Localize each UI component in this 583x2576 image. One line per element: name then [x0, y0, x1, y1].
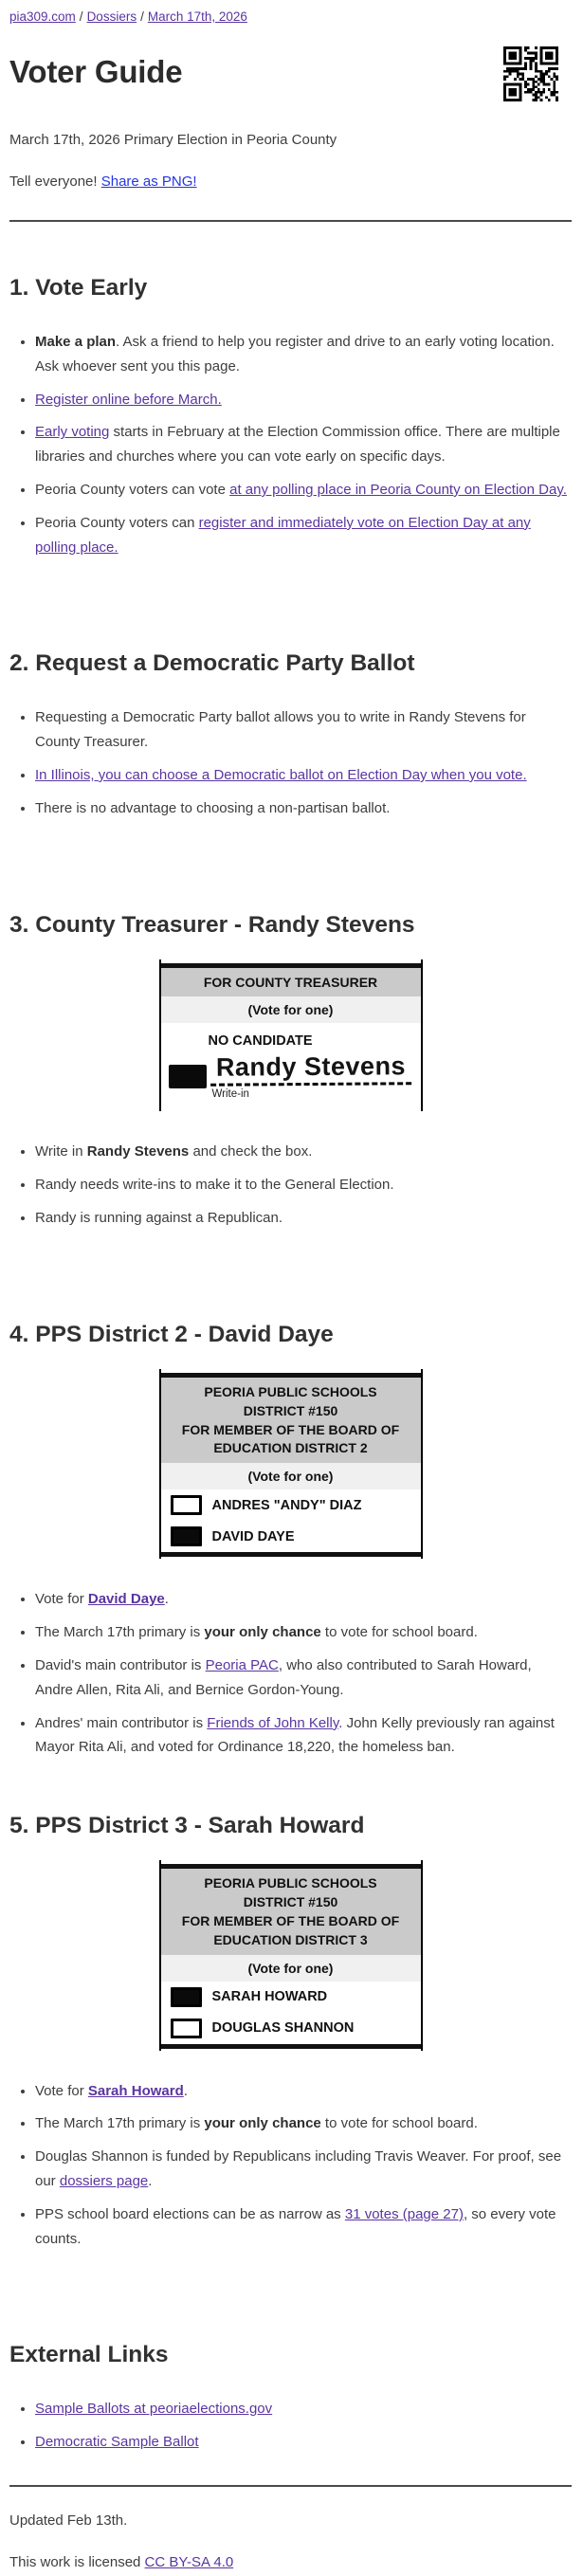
list-item [35, 388, 572, 412]
list-item [35, 796, 572, 821]
breadcrumb-link-date[interactable]: March 17th, 2026 [147, 9, 247, 24]
early-voting-link[interactable]: Early voting [35, 424, 110, 441]
text: , who also contributed to Sarah Howard, Andre Allen, Rita Ali, and Bernice Gordon-Young. [35, 1656, 532, 1698]
text: Requesting a Democratic Party ballot allows you to write in Randy Stevens for County Treasurer. [35, 709, 526, 751]
31-votes-link[interactable]: 31 votes (page 27) [344, 2205, 464, 2222]
list-item [35, 705, 572, 755]
candidate-name: DAVID DAYE [211, 1528, 295, 1544]
sarah-howard-link[interactable]: Sarah Howard [87, 2082, 184, 2099]
text: Write in [35, 1143, 87, 1160]
share-prefix: Tell everyone! [9, 174, 101, 190]
list-item [35, 1620, 572, 1645]
candidate-row [161, 1521, 421, 1552]
list-item [35, 1587, 572, 1612]
democratic-sample-ballot-link[interactable]: Democratic Sample Ballot [35, 2434, 199, 2451]
list-item [35, 1140, 572, 1164]
list-item [35, 2145, 572, 2194]
header-line: EDUCATION DISTRICT 3 [213, 1931, 368, 1947]
text: This work is licensed [9, 2553, 145, 2570]
list-item [35, 2111, 572, 2136]
section-request-ballot [9, 650, 572, 820]
candidate-row [161, 1982, 421, 2013]
bullet-list [9, 330, 572, 559]
register-online-link[interactable]: Register online before March. [35, 391, 222, 408]
text: , so every vote counts. [35, 2205, 556, 2247]
text: . John Kelly previously ran against Mayor Rita Ali, and voted for Ordinance 18,220, the homeless ban. [35, 1714, 555, 1756]
any-polling-place-link[interactable]: at any polling place in Peoria County on Election Day. [229, 481, 567, 498]
section-vote-early [9, 275, 572, 559]
checked-checkbox [171, 1526, 202, 1546]
page-subtitle: March 17th, 2026 Primary Election in Peoria County [9, 132, 337, 148]
ballot-pps-district-2 [159, 1369, 423, 1560]
list-item [35, 1653, 572, 1703]
checked-checkbox [169, 1065, 207, 1088]
header-line: EDUCATION DISTRICT 2 [213, 1440, 368, 1456]
page-footer [9, 2485, 572, 2570]
list-item [35, 2430, 572, 2455]
checked-checkbox [171, 1987, 202, 2007]
candidate-name: SARAH HOWARD [211, 1989, 328, 2005]
candidate-row [161, 2013, 421, 2044]
candidate-name: DOUGLAS SHANNON [211, 2020, 355, 2037]
bold-text: Randy Stevens [86, 1143, 190, 1160]
share-line [9, 174, 572, 190]
write-in-label: Write-in [211, 1088, 249, 1101]
section-external-links [9, 2342, 572, 2455]
david-daye-link[interactable]: David Daye [87, 1591, 165, 1608]
text: There is no advantage to choosing a non-partisan ballot. [35, 799, 391, 816]
share-as-png-link[interactable]: Share as PNG! [100, 174, 197, 190]
list-item [35, 1711, 572, 1761]
header-line: FOR MEMBER OF THE BOARD OF [181, 1421, 400, 1437]
dossiers-page-link[interactable]: dossiers page [59, 2173, 149, 2189]
list-item [35, 1206, 572, 1231]
list-item [35, 2397, 572, 2421]
ballot-bottom-gap [161, 1100, 421, 1111]
bold-text: your only chance [204, 1624, 321, 1641]
section-heading: 3. County Treasurer - Randy Stevens [9, 911, 415, 938]
unchecked-checkbox [171, 2019, 202, 2038]
text: Douglas Shannon is funded by Republicans including Travis Weaver. For proof, see our [35, 2148, 562, 2189]
header-line: PEORIA PUBLIC SCHOOLS [204, 1875, 377, 1891]
text: Randy is running against a Republican. [35, 1210, 282, 1227]
text: to vote for school board. [320, 2115, 478, 2132]
text: Randy needs write-ins to make it to the General Election. [35, 1177, 394, 1194]
bullet-list [9, 1587, 572, 1760]
ballot-office-header: FOR COUNTY TREASURER [161, 968, 421, 997]
friends-of-john-kelly-link[interactable]: Friends of John Kelly [207, 1714, 339, 1731]
choose-democratic-ballot-link[interactable]: In Illinois, you can choose a Democratic ballot on Election Day when you vote. [35, 766, 527, 783]
page-title: Voter Guide [9, 54, 183, 89]
header-line: DISTRICT #150 [243, 1893, 338, 1909]
ballot-pps-district-3 [159, 1860, 423, 2051]
write-in-area [210, 1052, 411, 1100]
breadcrumb-separator: / [79, 9, 83, 24]
breadcrumb-link-home[interactable]: pia309.com [9, 9, 76, 24]
text: Peoria County voters can [35, 514, 199, 531]
text: Vote for [35, 1591, 88, 1608]
license-line [9, 2554, 572, 2570]
bullet-list [9, 2079, 572, 2252]
section-county-treasurer [9, 912, 572, 1231]
header-line: FOR MEMBER OF THE BOARD OF [181, 1912, 400, 1928]
ballot-bottom-rule [161, 1552, 421, 1559]
list-item [35, 478, 572, 502]
ballot-vote-for-one: (Vote for one) [161, 996, 421, 1023]
text: and check the box. [189, 1143, 313, 1160]
text: PPS school board elections can be as narrow as [35, 2205, 345, 2222]
header-line: PEORIA PUBLIC SCHOOLS [204, 1383, 377, 1399]
text: starts in February at the Election Commission office. There are multiple libraries and churches where you can vote early on specific days. [35, 424, 560, 466]
bold-text: your only chance [204, 2115, 321, 2132]
section-heading: External Links [9, 2342, 169, 2368]
write-in-name: Randy Stevens [210, 1052, 410, 1087]
ballot-top-rule [161, 1860, 421, 1869]
text: The March 17th primary is [35, 2115, 205, 2132]
qr-code-icon [503, 46, 558, 101]
register-and-vote-link[interactable]: register and immediately vote on Election Day at any polling place. [35, 514, 531, 556]
divider [9, 2485, 572, 2487]
title-row [9, 45, 572, 101]
header-line: DISTRICT #150 [243, 1402, 338, 1418]
sample-ballots-link[interactable]: Sample Ballots at peoriaelections.gov [35, 2401, 273, 2418]
breadcrumb [9, 9, 572, 24]
section-pps-district-2 [9, 1322, 572, 1760]
updated-text: Updated Feb 13th. [9, 2512, 128, 2529]
section-heading: 2. Request a Democratic Party Ballot [9, 650, 415, 677]
text: The March 17th primary is [35, 1624, 205, 1641]
bold-text: Make a plan [35, 334, 117, 350]
text: . Ask a friend to help you register and drive to an early voting location. Ask whoever sent you this page. [35, 334, 555, 375]
text: . [183, 2082, 188, 2099]
candidate-row [161, 1489, 421, 1521]
section-heading: 1. Vote Early [9, 275, 148, 301]
ballot-no-candidate: NO CANDIDATE [208, 1033, 313, 1050]
list-item [35, 2202, 572, 2252]
ballot-write-in-row [161, 1050, 421, 1100]
list-item [35, 511, 572, 560]
bullet-list [9, 2397, 572, 2455]
text: Peoria County voters can vote [35, 481, 230, 498]
cc-by-sa-link[interactable]: CC BY-SA 4.0 [144, 2553, 234, 2570]
candidate-name: ANDRES "ANDY" DIAZ [211, 1497, 362, 1513]
section-pps-district-3 [9, 1813, 572, 2251]
list-item [35, 330, 572, 379]
ballot-top-rule [161, 1369, 421, 1378]
breadcrumb-link-dossiers[interactable]: Dossiers [86, 9, 137, 24]
ballot-county-treasurer [159, 959, 423, 1112]
ballot-bottom-rule [161, 2044, 421, 2051]
text: Andres' main contributor is [35, 1714, 208, 1731]
list-item [35, 2079, 572, 2104]
divider [9, 220, 572, 222]
breadcrumb-separator: / [140, 9, 144, 24]
text: Vote for [35, 2082, 88, 2099]
ballot-office-header [161, 1378, 421, 1464]
text: to vote for school board. [320, 1624, 478, 1641]
unchecked-checkbox [171, 1495, 202, 1515]
list-item [35, 1173, 572, 1197]
list-item [35, 420, 572, 469]
section-heading: 5. PPS District 3 - Sarah Howard [9, 1813, 365, 1839]
list-item [35, 763, 572, 788]
ballot-vote-for-one: (Vote for one) [161, 1955, 421, 1982]
ballot-office-header [161, 1869, 421, 1955]
text: . [164, 1591, 169, 1608]
section-heading: 4. PPS District 2 - David Daye [9, 1321, 334, 1347]
bullet-list [9, 1140, 572, 1230]
text: David's main contributor is [35, 1656, 206, 1673]
peoria-pac-link[interactable]: Peoria PAC [205, 1656, 279, 1673]
ballot-top-rule [161, 959, 421, 968]
ballot-vote-for-one: (Vote for one) [161, 1463, 421, 1489]
bullet-list [9, 705, 572, 820]
text: . [148, 2173, 153, 2189]
